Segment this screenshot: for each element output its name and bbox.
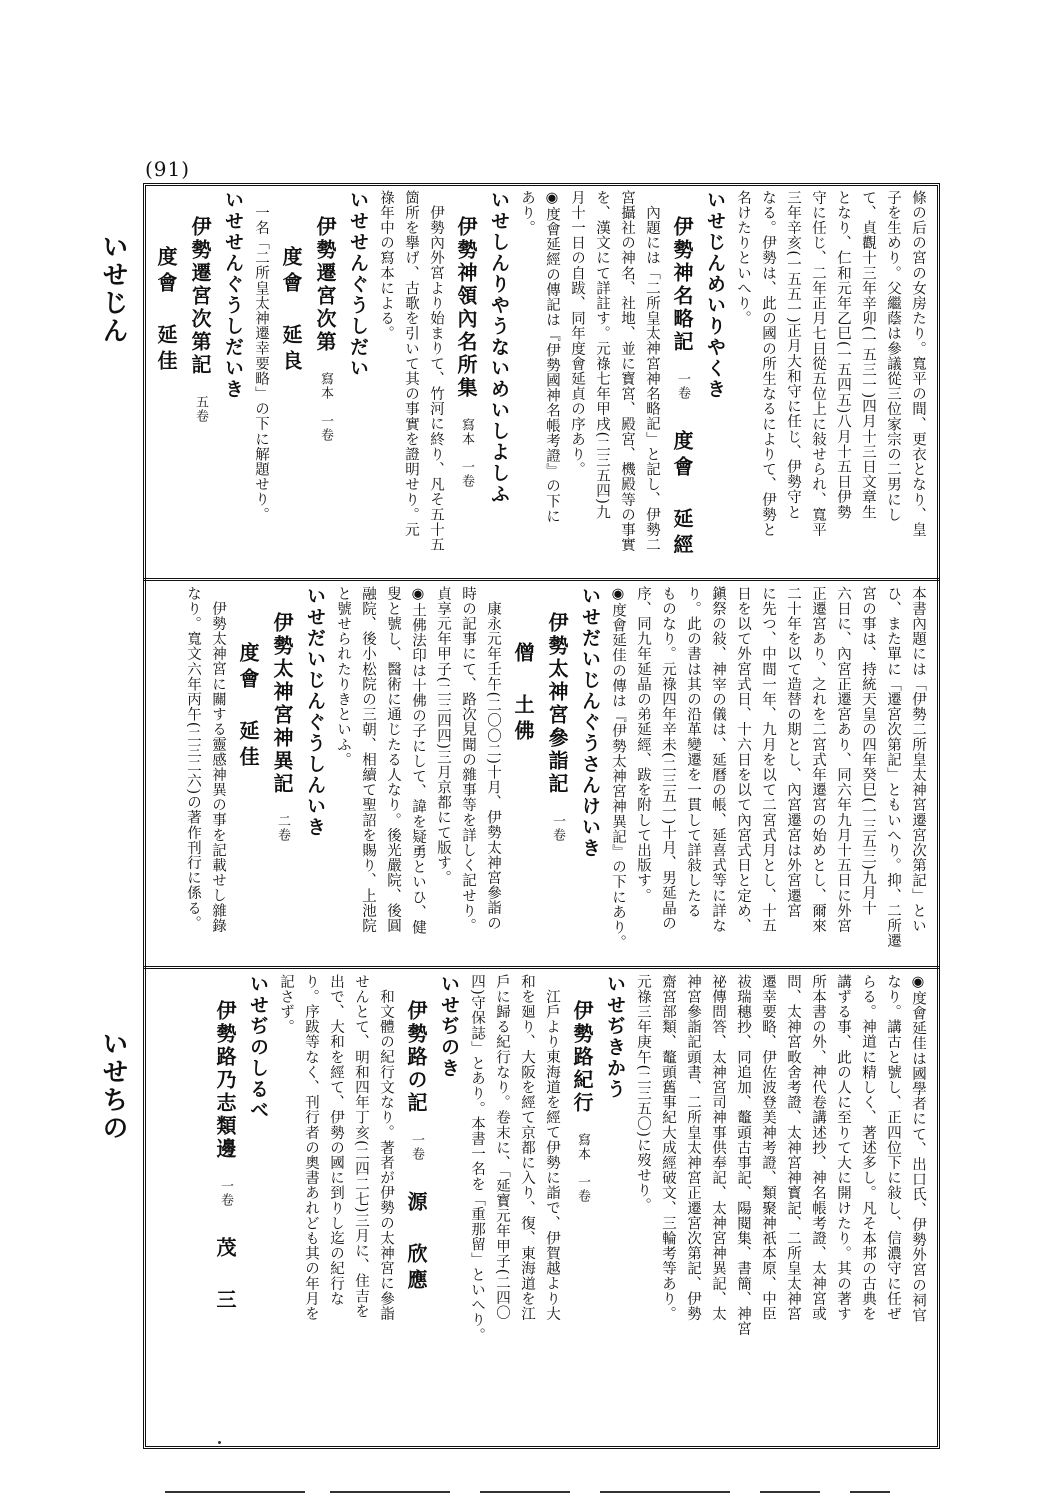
section-divider — [143, 578, 940, 581]
text-column: 六日に、內宮正遷宮あり、同六年九月十五日に外宮 — [835, 586, 851, 934]
entry-heading: いせぢのしるべ — [247, 974, 269, 1121]
text-column: り。此の書は其の沿革變遷を一貫して詳敍したる — [685, 586, 701, 919]
running-head-bottom: いせちの — [98, 1030, 128, 1142]
footer-rule — [480, 1491, 570, 1493]
text-column: せんとて、明和四年丁亥(二四二七)三月に、住吉を — [353, 974, 369, 1319]
page-number: (91) — [145, 157, 191, 181]
volume-count: 寫本 一卷 — [318, 372, 333, 442]
book-title: 伊勢路紀行 — [570, 1000, 594, 1115]
volume-count: 一卷 — [218, 1179, 233, 1207]
entry-heading: いせぢきかう — [604, 974, 626, 1100]
footer-rule — [330, 1491, 450, 1493]
entry-heading: いせだいじんぐうさんけいき — [579, 586, 601, 859]
text-column: 神宮參詣記頭書、二所皇太神宮正遷宮次第記、伊勢 — [685, 974, 701, 1322]
volume-count: 寫本 一卷 — [575, 1133, 590, 1203]
text-column: 和を廻り、大阪を經て京都に入り、復、東海道を江 — [519, 974, 535, 1322]
text-column: 講ずる事、此の人に至りて大に開けたり。其の著す — [835, 974, 851, 1322]
entry-block-middle — [150, 586, 930, 960]
print-speck — [218, 1441, 221, 1444]
text-column: に先つ、中間一年、九月を以て二宮式月とし、十五 — [760, 586, 776, 934]
text-column: て、貞觀十三年辛卯(一五三一)四月十三日文章生 — [860, 190, 876, 520]
entry-title — [565, 1000, 599, 1442]
text-column: なる。伊勢は、此の國の所生なるによりて、伊勢と — [760, 190, 776, 538]
book-title: 伊勢遷宮次第記 — [188, 216, 212, 377]
entry-title — [665, 216, 699, 572]
text-column: 時の記事にて、路次見聞の雜事等を詳しく記せり。 — [460, 586, 476, 934]
text-column: 齋宮部類、鼇頭舊事紀大成經破文、三輪考等あり。 — [660, 974, 676, 1322]
text-column: 康永元年壬午(二〇〇二)十月、伊勢太神宮參詣の — [485, 601, 501, 931]
text-column: 內題には「二所皇太神宮神名略記」と記し、伊勢二 — [644, 205, 660, 553]
entry-heading: いせしんりやうないめいしよしふ — [488, 190, 510, 505]
text-column: らる。神道に精しく、著述多し。凡そ本邦の古典を — [860, 974, 876, 1322]
volume-count: 一卷 — [550, 814, 565, 842]
entry-title — [274, 216, 342, 572]
author-name: 度會 延佳 — [236, 642, 260, 772]
entry-title — [449, 216, 483, 572]
book-title: 伊勢遷宮次第 — [313, 216, 337, 354]
text-column: ひ、また單に「遷宮次第記」ともいへり。抑、二所遷 — [885, 586, 901, 949]
book-title: 伊勢路の記 — [404, 1000, 428, 1115]
text-column: と號せられたりきといふ。 — [335, 586, 351, 768]
author-name: 茂 三 — [213, 1237, 237, 1315]
text-column: 和文體の紀行文なり。著者が伊勢の太神宮に參詣 — [378, 989, 394, 1322]
text-column: 遷幸要略、伊佐波登美神考證、類聚神祇本原、中臣 — [760, 974, 776, 1322]
text-column: 宮の事は、持統天皇の四年癸巳(一三五三)九月十 — [860, 586, 876, 916]
entry-title — [150, 216, 217, 572]
entry-heading: いせせんぐうしだいき — [222, 190, 244, 400]
author-name: 僧 土佛 — [511, 642, 535, 746]
entry-title — [231, 612, 299, 960]
book-title: 伊勢神領內名所集 — [454, 216, 478, 400]
text-column: 宮攝社の神名、社地、並に寳宮、殿宮、機殿等の事實 — [619, 190, 635, 553]
text-column: 守に任じ、二年正月七日從五位上に敍せられ、寬平 — [810, 190, 826, 538]
entry-block-bottom — [150, 974, 930, 1442]
text-column: 月十一日の自跋、同年度會延貞の序あり。 — [569, 190, 585, 477]
footer-rule — [165, 1491, 305, 1493]
running-head-top: いせじん — [98, 233, 128, 345]
author-name: 度會 延良 — [279, 246, 303, 376]
text-column: 名けたりといへり。 — [735, 190, 751, 326]
text-column: 條の后の宮の女房たり。寬平の間、更衣となり、皇 — [910, 190, 926, 538]
text-column: 一名「二所皇太神遷幸要略」の下に解題せり。 — [253, 205, 269, 523]
text-column: 四)守保誌」とあり。本書一名を「重那留」といへり。 — [469, 974, 485, 1343]
book-title: 伊勢太神宮參詣記 — [545, 612, 569, 796]
text-column: 出で、大和を經て、伊勢の國に到りし迄の紀行な — [328, 974, 344, 1307]
text-column: あり。 — [519, 190, 535, 236]
footer-rule — [760, 1491, 820, 1493]
volume-count: 五卷 — [193, 395, 208, 423]
text-column: 祿年中の寫本による。 — [378, 190, 394, 341]
entry-heading: いせせんぐうしだい — [347, 190, 369, 379]
entry-title — [506, 612, 574, 960]
book-title: 伊勢神名略記 — [670, 216, 694, 354]
text-column: 融院、後小松院の三朝、相續て聖詔を賜り、上池院 — [360, 586, 376, 934]
entry-title — [399, 1000, 433, 1442]
text-column: 祓瑞穗抄、同追加、鼇頭古事記、陽閱集、書簡、神宮 — [735, 974, 751, 1337]
text-column: 記さず。 — [278, 974, 294, 1035]
entry-heading: いせだいじんぐうしんいき — [304, 586, 326, 838]
entry-title — [208, 1000, 242, 1442]
text-column: 二十年を以て造替の期とし、內宮遷宮は外宮遷宮 — [785, 586, 801, 919]
text-column: ◉土佛法印は十佛の子にして、諱を疑勇といひ、健 — [410, 586, 426, 935]
text-column: 正遷宮あり、之れを二宮式年遷宮の始めとし、爾來 — [810, 586, 826, 934]
entry-heading: いせぢのき — [438, 974, 460, 1079]
text-column: なり。寬文六年丙午(二三二六)の著作刊行に係る。 — [185, 586, 201, 931]
volume-count: 一卷 — [675, 372, 690, 400]
footer-rule — [850, 1491, 890, 1493]
volume-count: 一卷 — [409, 1133, 424, 1161]
text-column: 伊勢太神宮に關する靈感神異の事を記載せし雜錄 — [210, 601, 226, 934]
text-column: 祕傳問答、太神宮司神事供奉記、太神宮神異記、太 — [710, 974, 726, 1322]
book-title: 伊勢太神宮神異記 — [270, 612, 294, 796]
text-column: なり。講古と號し、正四位下に敍し、信濃守に任ぜ — [885, 974, 901, 1322]
text-column: 問、太神宮畋舍考證、太神宮神寳記、二所皇太神宮 — [785, 974, 801, 1322]
text-column: 伊勢內外宮より始まりて、竹河に終り、凡そ五十五 — [428, 205, 444, 553]
text-column: り。序跋等なく、刊行者の奧書あれども其の年月を — [303, 974, 319, 1322]
volume-count: 二卷 — [275, 814, 290, 842]
text-column: 元祿三年庚午(二三五〇)に歿せり。 — [635, 974, 651, 1214]
text-column: 戶に歸る紀行なり。卷末に、「延寳元年甲子(二四〇 — [494, 974, 510, 1321]
author-name: 度會 延經 — [670, 430, 694, 560]
text-column: 三年辛亥(一五五一)正月大和守に任じ、伊勢守と — [785, 190, 801, 520]
text-column: ものなり。元祿四年辛未(二三五一)十月、男延晶の — [660, 586, 676, 931]
entry-heading: いせじんめいりやくき — [704, 190, 726, 400]
text-column: 貞享元年甲子(二三四四)三月京都にて版す。 — [435, 586, 451, 886]
text-column: となり、仁和元年乙巳(一五四五)八月十五日伊勢 — [835, 190, 851, 520]
text-column: 所本書の外、神代卷講述抄、神名帳考證、太神宮或 — [810, 974, 826, 1322]
text-column: ◉度會延佳は國學者にて、出口氏、伊勢外宮の祠官 — [910, 974, 926, 1323]
author-name: 源 欣應 — [404, 1191, 428, 1295]
text-column: 序、同九年延晶の弟延經、跋を附して出版す。 — [635, 586, 651, 904]
section-divider — [143, 966, 940, 969]
text-column: 鎭祭の敍、神宰の儀は、延曆の帳、延喜式等に詳な — [710, 586, 726, 934]
author-name: 度會 延佳 — [154, 246, 178, 376]
text-column: ◉度會延經の傳記は『伊勢國神名帳考證』の下に — [544, 190, 560, 524]
text-column: 日を以て外宮式日、十六日を以て內宮式日と定め、 — [735, 586, 751, 934]
text-column: 箇所を擧げ、古歌を引いて其の事實を證明せり。元 — [403, 190, 419, 538]
text-column: ◉度會延佳の傳は『伊勢太神宮神異記』の下にあり。 — [610, 586, 626, 950]
entry-block-top — [150, 190, 930, 572]
text-column: 子を生めり。父繼蔭は參議從三位家宗の二男にし — [885, 190, 901, 523]
footer-rule — [600, 1491, 730, 1493]
volume-count: 寫本 一卷 — [459, 418, 474, 488]
text-column: 本書內題には「伊勢二所皇太神宮遷宮次第記」とい — [910, 586, 926, 934]
book-title: 伊勢路乃志類邊 — [213, 1000, 237, 1161]
text-column: 叟と號し、醫術に通じたる人なり。後光嚴院、後圓 — [385, 586, 401, 934]
text-column: を、漢文にて詳註す。元祿七年甲戌(二三五四)九 — [594, 190, 610, 520]
text-column: 江戶より東海道を經て伊勢に詣で、伊賀越より大 — [544, 989, 560, 1322]
